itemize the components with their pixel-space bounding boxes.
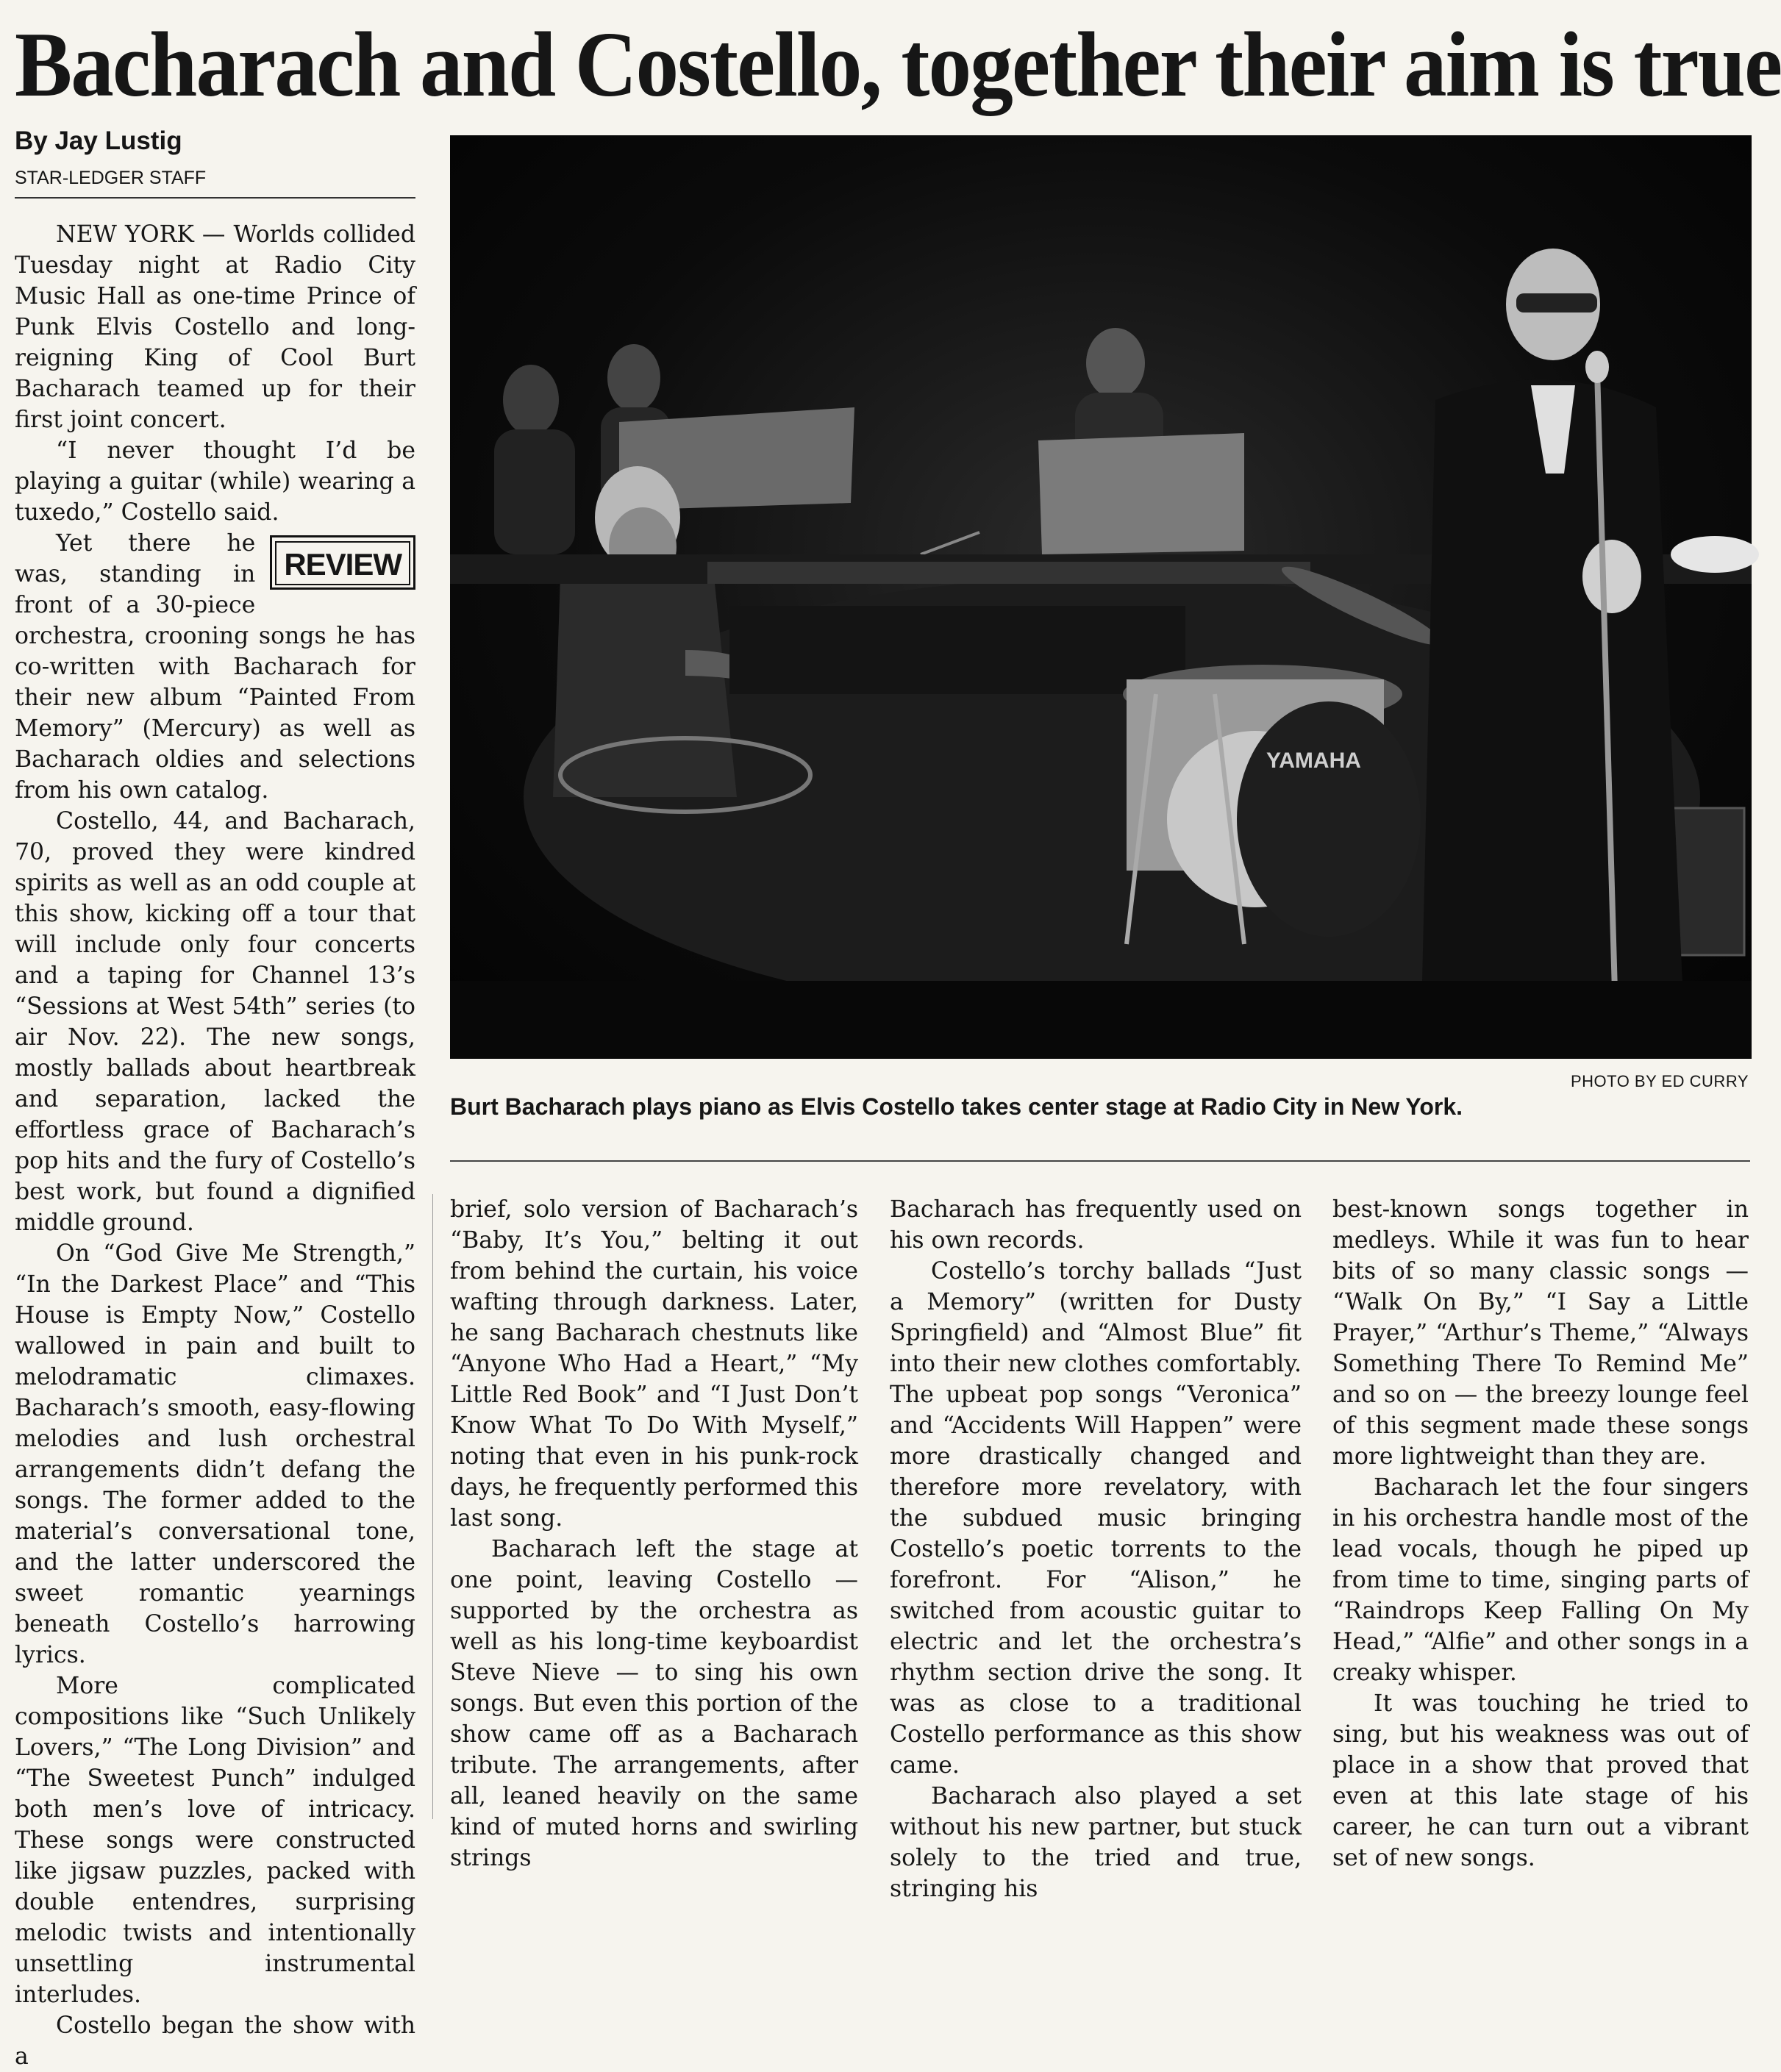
paragraph: “I never thought I’d be playing a guitar (while) wearing a tuxedo,” Costello said. (15, 437, 415, 526)
concert-photo (450, 135, 1752, 1059)
paragraph: REVIEW Yet there he was, standing in front of a 30-piece orchestra, crooning songs he has co-written with Bacharach for their new album “Painted From Memory” (Mercury) as well as Bacharach oldies and selections from his own catalog. (15, 530, 415, 804)
review-tag: REVIEW (270, 535, 415, 590)
column-rule (432, 1194, 433, 1819)
article-column-2 (450, 1194, 858, 1871)
article-column-1 (15, 219, 415, 2070)
paragraph: It was touching he tried to sing, but his weakness was out of place in a show that proved that even at this late stage of his career, he can turn out a vibrant set of new songs. (1332, 1690, 1749, 1871)
byline: By Jay Lustig (15, 126, 182, 155)
paragraph: On “God Give Me Strength,” “In the Darkest Place” and “This House is Empty Now,” Costello wallowed in pain and built to melodramatic climaxes. Bacharach’s smooth, easy-flowing melodies and lush orchestral arrangements didn’t defang the songs. The former added to the material’s conversational tone, and the latter underscored the sweet romantic yearnings beneath Costello’s harrowing lyrics. (15, 1240, 415, 1668)
paragraph: Bacharach left the stage at one point, leaving Costello — supported by the orchestra as well as his long-time keyboardist Steve Nieve — to sing his own songs. But even this portion of the show came off as a Bacharach tribute. The arrangements, after all, leaned heavily on the same kind of muted horns and swirling strings (450, 1536, 858, 1871)
paragraph: NEW YORK — Worlds collided Tuesday night at Radio City Music Hall as one-time Prince of Punk Elvis Costello and long-reigning King of Cool Burt Bacharach teamed up for their first joint concert. (15, 221, 415, 433)
article-column-4 (1332, 1194, 1749, 1871)
staff-credit: STAR-LEDGER STAFF (15, 168, 207, 188)
caption-rule (450, 1160, 1750, 1162)
photo-caption: Burt Bacharach plays piano as Elvis Costello takes center stage at Radio City in New York. (450, 1093, 1463, 1120)
paragraph: Costello began the show with a (15, 2012, 415, 2070)
paragraph: Bacharach let the four singers in his orchestra handle most of the lead vocals, though he piped up from time to time, singing parts of “Raindrops Keep Falling On My Head,” “Alfie” and other songs in a creaky whisper. (1332, 1474, 1749, 1686)
paragraph: brief, solo version of Bacharach’s “Baby, It’s You,” belting it out from behind the curtain, his voice wafting through darkness. Later, he sang Bacharach chestnuts like “Anyone Who Had a Heart,” “My Little Red Book” and “I Just Don’t Know What To Do With Myself,” noting that even in his punk-rock days, he frequently performed this last song. (450, 1196, 858, 1532)
paragraph: Bacharach has frequently used on his own records. (890, 1196, 1302, 1254)
paragraph: Costello, 44, and Bacharach, 70, proved they were kindred spirits as well as an odd couple at this show, kicking off a tour that will include only four concerts and a taping for Channel 13’s “Sessions at West 54th” series (to air Nov. 22). The new songs, mostly ballads about heartbreak and separation, lacked the effortless grace of Bacharach’s pop hits and the fury of Costello’s best work, but found a dignified middle ground. (15, 808, 415, 1236)
paragraph: best-known songs together in medleys. While it was fun to hear bits of so many classic songs — “Walk On By,” “I Say a Little Prayer,” “Arthur’s Theme,” “Always Something There To Remind Me” and so on — the breezy lounge feel of this segment made these songs more lightweight than they are. (1332, 1196, 1749, 1470)
paragraph: More complicated compositions like “Such Unlikely Lovers,” “The Long Division” and “The Sweetest Punch” indulged both men’s love of intricacy. These songs were constructed like jigsaw puzzles, packed with double entendres, surprising melodic twists and intentionally unsettling instrumental interludes. (15, 1673, 415, 2008)
concert-photo-illustration (450, 135, 1752, 1059)
drum-brand-label: YAMAHA (1266, 749, 1361, 773)
byline-rule (15, 197, 415, 199)
paragraph: Bacharach also played a set without his new partner, but stuck solely to the tried and true, stringing his (890, 1783, 1302, 1902)
article-column-3 (890, 1194, 1302, 1902)
paragraph: Costello’s torchy ballads “Just a Memory” (written for Dusty Springfield) and “Almost Blue” fit into their new clothes comfortably. The upbeat pop songs “Veronica” and “Accidents Will Happen” were more drastically changed and therefore more revelatory, with the subdued music bringing Costello’s poetic torrents to the forefront. For “Alison,” he switched from acoustic guitar to electric and let the orchestra’s rhythm section drive the song. It was as close to a traditional Costello performance as this show came. (890, 1258, 1302, 1779)
photo-credit: PHOTO BY ED CURRY (1570, 1072, 1749, 1090)
headline: Bacharach and Costello, together their aim is true (15, 14, 1781, 116)
